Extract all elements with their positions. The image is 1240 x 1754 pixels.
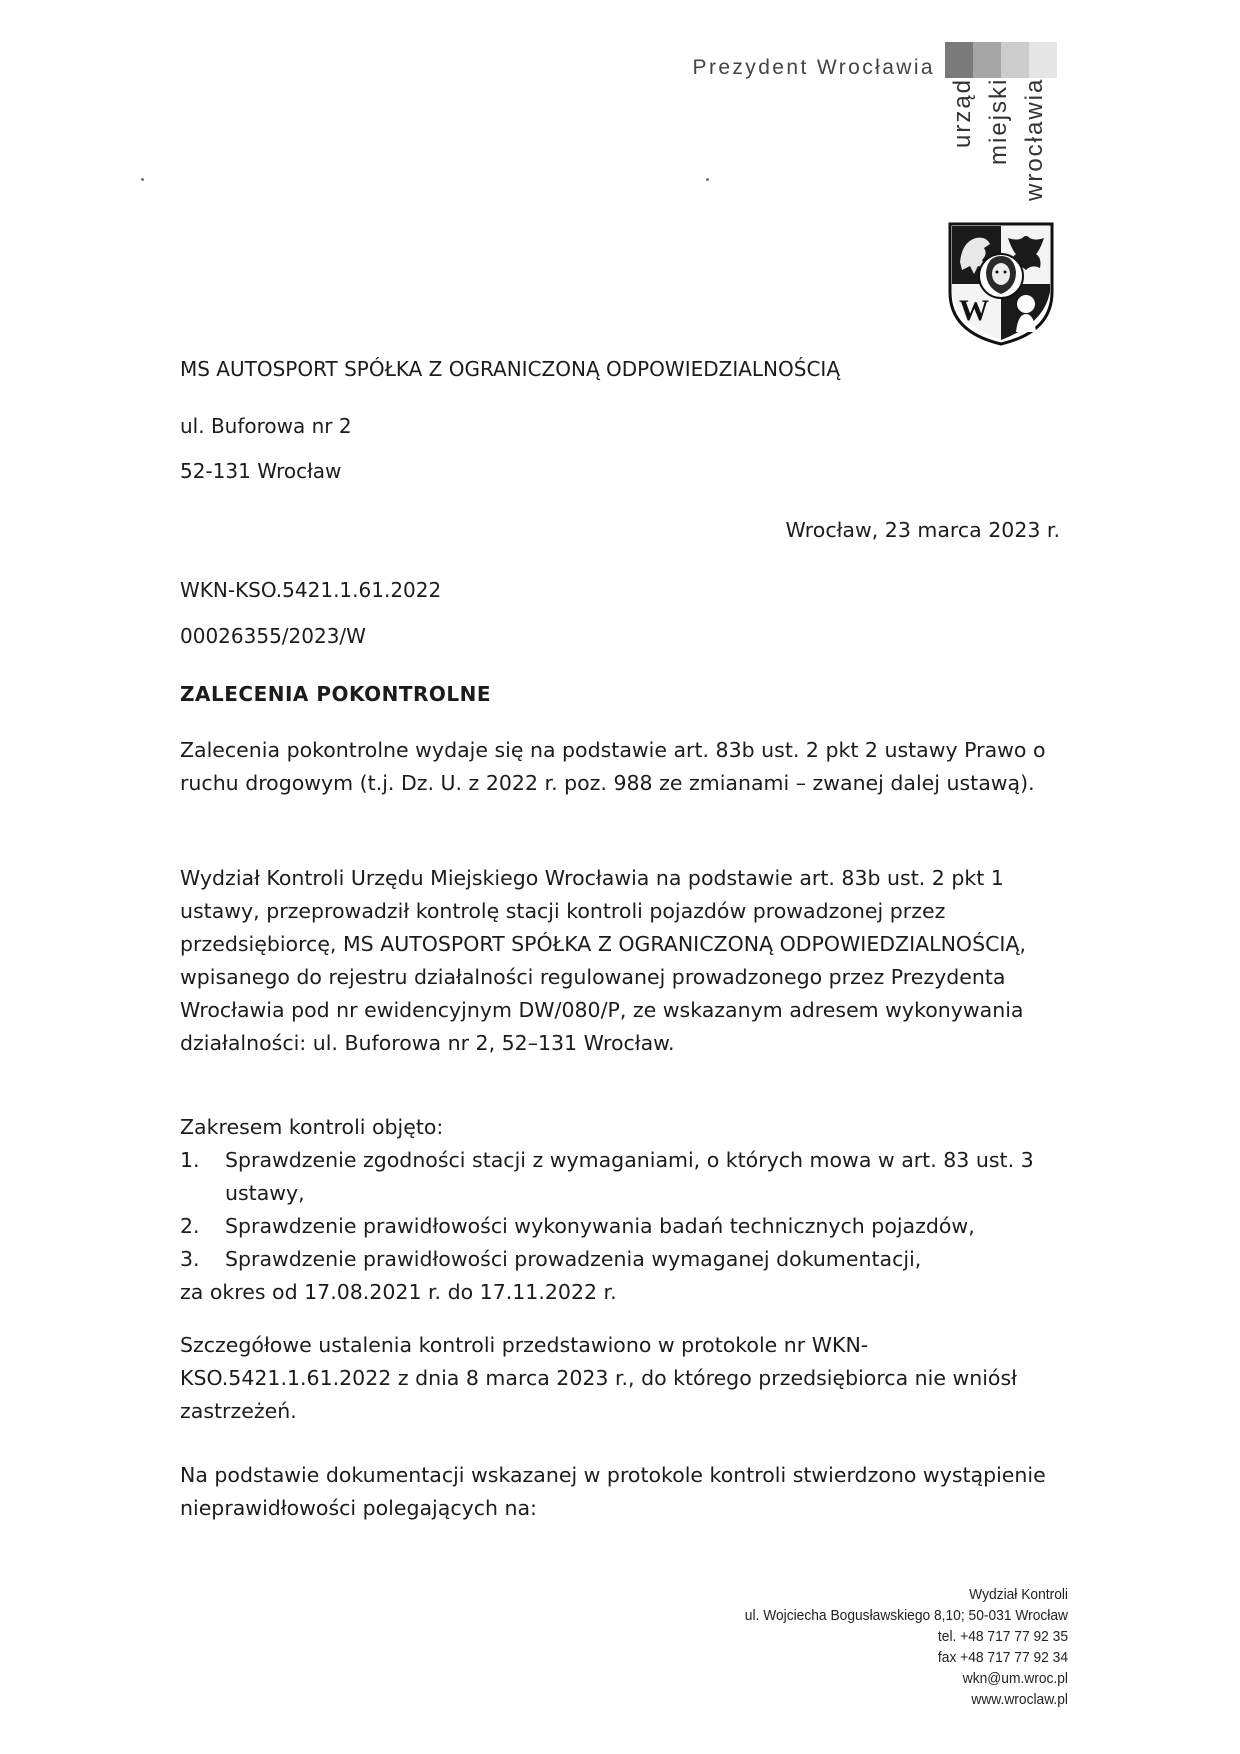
recipient-name: MS AUTOSPORT SPÓŁKA Z OGRANICZONĄ ODPOWIEDZIALNOŚCIĄ [180, 357, 840, 381]
bar-lightest [1029, 42, 1057, 78]
scope-period: za okres od 17.08.2021 r. do 17.11.2022 r. [180, 1280, 617, 1304]
list-item-text: Sprawdzenie zgodności stacji z wymaganiami, o których mowa w art. 83 ust. 3 ustawy, [225, 1148, 1034, 1205]
bleed-through-stamp [780, 1238, 1000, 1292]
scan-dot [706, 178, 709, 181]
footer-contact [674, 1584, 1068, 1710]
list-item [180, 1144, 1060, 1210]
footer-department: Wydział Kontroli [969, 1586, 1068, 1603]
list-item-number: 1. [180, 1148, 200, 1172]
scan-dot [141, 178, 144, 181]
document-number: 00026355/2023/W [180, 624, 366, 648]
letterhead-vertical-wroclawia: wrocławia [1021, 78, 1048, 202]
letterhead-vertical-miejski: miejski [985, 78, 1012, 166]
letterhead-vertical-urzad: urząd [949, 78, 976, 149]
coat-of-arms-icon [946, 220, 1056, 348]
list-item-text: Sprawdzenie prawidłowości wykonywania badań technicznych pojazdów, [225, 1214, 975, 1238]
paragraph-legal-basis: Zalecenia pokontrolne wydaje się na podstawie art. 83b ust. 2 pkt 2 ustawy Prawo o ruchu drogowym (t.j. Dz. U. z 2022 r. poz. 988 ze zmianami – zwanej dalej ustawą). [180, 738, 1046, 795]
scope-intro: Zakresem kontroli objęto: [180, 1115, 444, 1139]
footer-website: www.wroclaw.pl [971, 1691, 1068, 1708]
document-heading: ZALECENIA POKONTROLNE [180, 682, 492, 706]
footer-phone: tel. +48 717 77 92 35 [937, 1628, 1068, 1645]
paragraph-findings-intro: Na podstawie dokumentacji wskazanej w protokole kontroli stwierdzono wystąpienie nieprawidłowości polegających na: [180, 1463, 1046, 1520]
list-item-number: 2. [180, 1214, 200, 1238]
bar-mid [973, 42, 1001, 78]
bar-dark [945, 42, 973, 78]
recipient-city: 52-131 Wrocław [180, 459, 342, 483]
letterhead-title: Prezydent Wrocławia [692, 56, 935, 79]
letterhead-color-bars [945, 42, 1057, 78]
crest-letter: W [959, 294, 989, 327]
paragraph-inspection: Wydział Kontroli Urzędu Miejskiego Wrocławia na podstawie art. 83b ust. 2 pkt 1 ustawy, przeprowadził kontrolę stacji kontroli pojazdów prowadzonej przez przedsiębiorcę, MS AUTOSPORT SPÓŁKA Z OGRANICZONĄ ODPOWIEDZIALNOŚCIĄ, wpisanego do rejestru działalności regulowanej prowadzonego przez Prezydenta Wrocławia pod nr ewidencyjnym DW/080/P, ze wskazanym adresem wykonywania działalności: ul. Buforowa nr 2, 52–131 Wrocław. [180, 866, 1026, 1055]
paragraph-protocol: Szczegółowe ustalenia kontroli przedstawiono w protokole nr WKN-KSO.5421.1.61.2022 z dnia 8 marca 2023 r., do którego przedsiębiorca nie wniósł zastrzeżeń. [180, 1333, 1017, 1423]
letter-date: Wrocław, 23 marca 2023 r. [785, 518, 1060, 542]
bar-light [1001, 42, 1029, 78]
footer-email: wkn@um.wroc.pl [962, 1670, 1068, 1687]
footer-fax: fax +48 717 77 92 34 [937, 1649, 1068, 1666]
footer-address: ul. Wojciecha Bogusławskiego 8,10; 50-031 Wrocław [744, 1607, 1068, 1624]
case-number: WKN-KSO.5421.1.61.2022 [180, 578, 442, 602]
recipient-street: ul. Buforowa nr 2 [180, 414, 352, 438]
list-item-text: Sprawdzenie prawidłowości prowadzenia wymaganej dokumentacji, [225, 1247, 922, 1271]
list-item-number: 3. [180, 1247, 200, 1271]
